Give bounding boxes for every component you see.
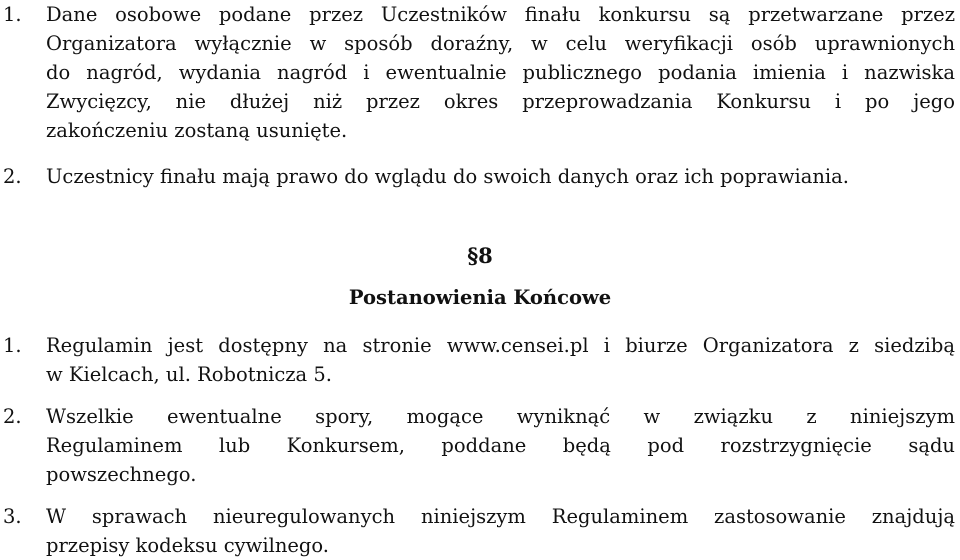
clause-top-2 bbox=[0, 162, 955, 192]
clause-bottom-2 bbox=[0, 402, 955, 492]
clause-number: 3. bbox=[3, 505, 22, 528]
clause-line: do nagród, wydania nagród i ewentualnie publicznego podania imienia i nazwiska bbox=[46, 61, 955, 84]
clause-line: zakończeniu zostaną usunięte. bbox=[46, 119, 348, 142]
section-title: Postanowienia Końcowe bbox=[348, 286, 612, 309]
clause-line: Wszelkie ewentualne spory, mogące wyniknąć w związku z niniejszym bbox=[46, 405, 955, 428]
clause-line: w Kielcach, ul. Robotnicza 5. bbox=[46, 363, 332, 386]
clause-text bbox=[46, 162, 955, 191]
section-number: §8 bbox=[467, 243, 493, 268]
clause-line: Organizatora wyłącznie w sposób doraźny, w celu weryfikacji osób uprawnionych bbox=[46, 32, 955, 55]
clause-text bbox=[46, 0, 955, 145]
clause-line: W sprawach nieuregulowanych niniejszym Regulaminem zastosowanie znajdują bbox=[46, 505, 955, 528]
clause-number: 1. bbox=[3, 3, 22, 26]
clause-text bbox=[46, 502, 955, 560]
clause-top-1 bbox=[0, 0, 955, 150]
clause-number: 2. bbox=[3, 405, 22, 428]
clause-line: powszechnego. bbox=[46, 463, 197, 486]
clause-text bbox=[46, 402, 955, 489]
clause-line: Regulamin jest dostępny na stronie www.censei.pl i biurze Organizatora z siedzibą bbox=[46, 334, 955, 357]
clause-line: Uczestnicy finału mają prawo do wglądu do swoich danych oraz ich poprawiania. bbox=[46, 165, 849, 188]
clause-bottom-1 bbox=[0, 331, 955, 391]
clause-line: Zwycięzcy, nie dłużej niż przez okres przeprowadzania Konkursu i po jego bbox=[46, 90, 955, 113]
clause-number: 1. bbox=[3, 334, 22, 357]
clause-line: Regulaminem lub Konkursem, poddane będą pod rozstrzygnięcie sądu bbox=[46, 434, 955, 457]
clause-number: 2. bbox=[3, 165, 22, 188]
clause-line: przepisy kodeksu cywilnego. bbox=[46, 534, 329, 557]
clause-line: Dane osobowe podane przez Uczestników finału konkursu są przetwarzane przez bbox=[46, 3, 955, 26]
clause-bottom-3 bbox=[0, 502, 955, 560]
clause-text bbox=[46, 331, 955, 389]
